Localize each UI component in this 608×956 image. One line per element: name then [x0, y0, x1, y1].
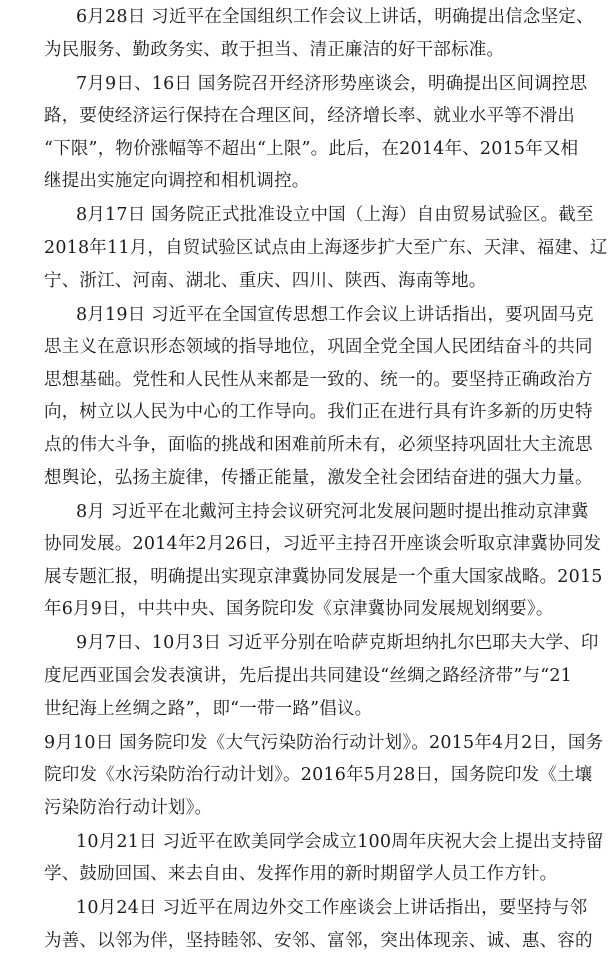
entry-line: 8月19日 习近平在全国宣传思想工作会议上讲话指出，要巩固马克 [76, 304, 594, 325]
entry-line: 为民服务、勤政务实、敢于担当、清正廉洁的好干部标准。 [44, 39, 505, 60]
entry-line: 8月 习近平在北戴河主持会议研究河北发展问题时提出推动京津冀 [76, 501, 589, 522]
entry-line: 点的伟大斗争，面临的挑战和困难前所未有，必须坚持巩固壮大主流思 [44, 435, 593, 455]
entry-line: 路，要使经济运行保持在合理区间，经济增长率、就业水平等不滑出 [44, 106, 575, 127]
entry-line: 继提出实施定向调控和相机调控。 [44, 171, 310, 192]
entry-line: 年6月9日，中共中央、国务院印发《京津冀协同发展规划纲要》。 [44, 599, 554, 620]
entry-line: 想舆论，弘扬主旋律，传播正能量，激发全社会团结奋进的强大力量。 [44, 467, 593, 488]
entry-line: 10月24日 习近平在周边外交工作座谈会上讲话指出，要坚持与邻 [76, 898, 588, 919]
entry-line: 宁、浙江、河南、湖北、重庆、四川、陕西、海南等地。 [44, 270, 487, 291]
entry-line: 8月17日 国务院正式批准设立中国（上海）自由贸易试验区。截至 [76, 205, 594, 226]
entry-line: 展专题汇报，明确提出实现京津冀协同发展是一个重大国家战略。2015 [44, 566, 603, 587]
entry-line: “下限”，物价涨幅等不超出“上限”。此后，在2014年、2015年又相 [44, 138, 579, 159]
entry-line: 10月21日 习近平在欧美同学会成立100周年庆祝大会上提出支持留 [76, 831, 604, 852]
entry-line: 9月7日、10月3日 习近平分别在哈萨克斯坦纳扎尔巴耶夫大学、印 [76, 633, 599, 654]
entry-line: 思想基础。党性和人民性从来都是一致的、统一的。要坚持正确政治方 [44, 369, 593, 390]
entry-line: 协同发展。2014年2月26日，习近平主持召开座谈会听取京津冀协同发 [44, 534, 602, 555]
entry-line: 7月9日、16日 国务院召开经济形势座谈会，明确提出区间调控思 [76, 73, 588, 94]
entry-line: 2018年11月，自贸试验区试点由上海逐步扩大至广东、天津、福建、辽 [44, 238, 608, 258]
entry-line: 思主义在意识形态领域的指导地位，巩固全党全国人民团结奋斗的共同 [44, 337, 593, 358]
entry-line: 院印发《水污染防治行动计划》。2016年5月28日，国务院印发《土壤 [44, 765, 593, 786]
entry-line: 向，树立以人民为中心的工作导向。我们正在进行具有许多新的历史特 [44, 402, 593, 423]
entry-line: 度尼西亚国会发表演讲，先后提出共同建设“丝绸之路经济带”与“21 [44, 666, 573, 686]
entry-line: 学、鼓励回国、来去自由、发挥作用的新时期留学人员工作方针。 [44, 864, 558, 885]
entry-line: 污染防治行动计划》。 [44, 797, 213, 818]
entry-line: 9月10日 国务院印发《大气污染防治行动计划》。2015年4月2日，国务 [44, 732, 604, 753]
entry-line: 6月28日 习近平在全国组织工作会议上讲话，明确提出信念坚定、 [76, 7, 594, 27]
entry-line: 为善、以邻为伴，坚持睦邻、安邻、富邻，突出体现亲、诚、惠、容的 [44, 931, 593, 951]
entry-line: 世纪海上丝绸之路”，即“一带一路”倡议。 [44, 698, 373, 719]
